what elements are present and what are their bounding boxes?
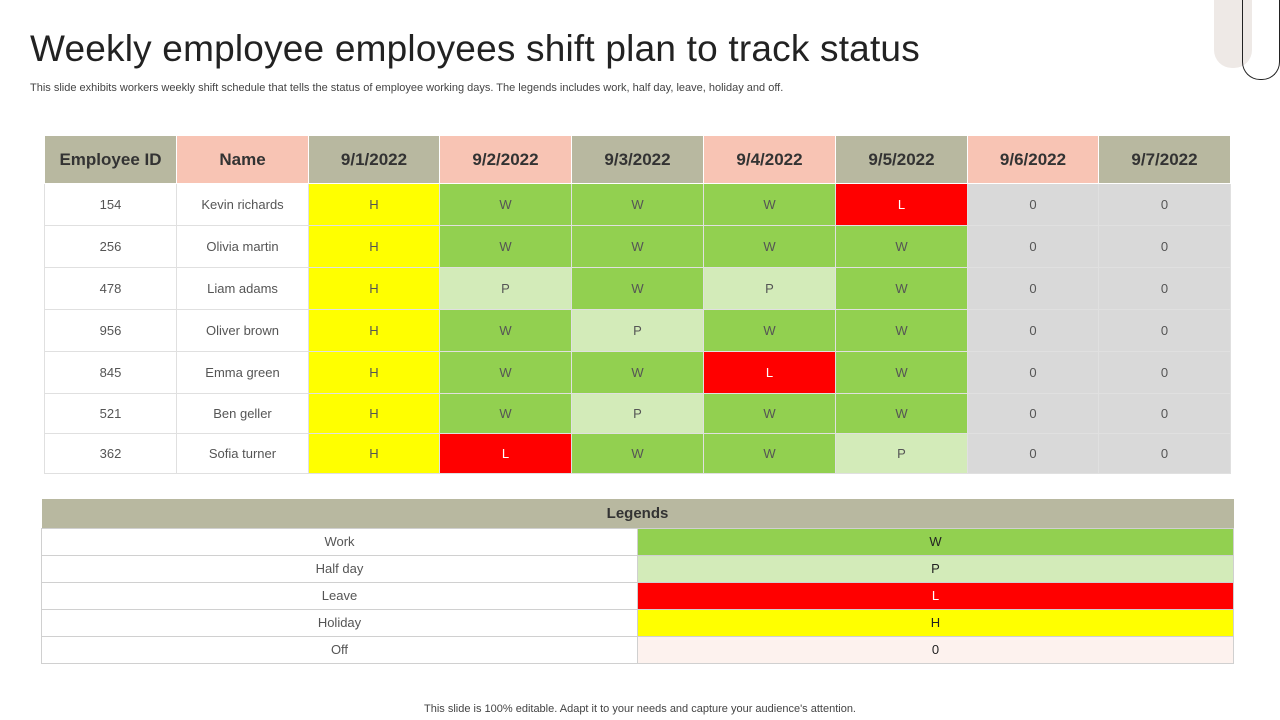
- shift-status-cell: W: [572, 226, 704, 268]
- employee-name-cell: Olivia martin: [177, 226, 309, 268]
- shift-status-cell: W: [440, 352, 572, 394]
- table-row: [45, 352, 1231, 394]
- shift-status-cell: W: [572, 268, 704, 310]
- employee-id-cell: 845: [45, 352, 177, 394]
- shift-status-cell: H: [309, 268, 440, 310]
- header-date: 9/7/2022: [1099, 136, 1231, 184]
- shift-status-cell: 0: [1099, 226, 1231, 268]
- shift-status-cell: P: [704, 268, 836, 310]
- table-row: [45, 394, 1231, 434]
- shift-status-cell: 0: [968, 310, 1099, 352]
- header-employee-id: Employee ID: [45, 136, 177, 184]
- shift-status-cell: H: [309, 184, 440, 226]
- shift-status-cell: 0: [968, 352, 1099, 394]
- shift-status-cell: H: [309, 310, 440, 352]
- legend-symbol: 0: [638, 636, 1234, 663]
- table-row: [45, 226, 1231, 268]
- shift-status-cell: H: [309, 434, 440, 474]
- legend-symbol: H: [638, 609, 1234, 636]
- shift-status-cell: 0: [968, 268, 1099, 310]
- employee-id-cell: 154: [45, 184, 177, 226]
- legend-row: [42, 609, 1234, 636]
- shift-status-cell: W: [572, 352, 704, 394]
- shift-status-cell: W: [836, 268, 968, 310]
- shift-status-cell: L: [704, 352, 836, 394]
- employee-id-cell: 256: [45, 226, 177, 268]
- shift-status-cell: P: [572, 310, 704, 352]
- slide-footer: This slide is 100% editable. Adapt it to your needs and capture your audience's attention.: [424, 703, 856, 715]
- shift-status-cell: H: [309, 352, 440, 394]
- legend-row: [42, 528, 1234, 555]
- header-name: Name: [177, 136, 309, 184]
- legend-row: [42, 555, 1234, 582]
- header-date: 9/6/2022: [968, 136, 1099, 184]
- shift-status-cell: 0: [1099, 310, 1231, 352]
- legend-label: Half day: [42, 555, 638, 582]
- table-row: [45, 310, 1231, 352]
- employee-name-cell: Kevin richards: [177, 184, 309, 226]
- shift-status-cell: 0: [1099, 184, 1231, 226]
- table-row: [45, 434, 1231, 474]
- legend-label: Holiday: [42, 609, 638, 636]
- table-header-row: [45, 136, 1231, 184]
- employee-id-cell: 478: [45, 268, 177, 310]
- legend-label: Work: [42, 528, 638, 555]
- header-date: 9/4/2022: [704, 136, 836, 184]
- shift-status-cell: 0: [1099, 352, 1231, 394]
- legend-label: Leave: [42, 582, 638, 609]
- shift-status-cell: H: [309, 226, 440, 268]
- header-date: 9/5/2022: [836, 136, 968, 184]
- shift-status-cell: W: [836, 310, 968, 352]
- shift-status-cell: P: [836, 434, 968, 474]
- shift-status-cell: W: [572, 184, 704, 226]
- shift-status-cell: W: [836, 226, 968, 268]
- shift-status-cell: 0: [968, 226, 1099, 268]
- shift-status-cell: W: [704, 226, 836, 268]
- employee-name-cell: Emma green: [177, 352, 309, 394]
- legend-row: [42, 636, 1234, 663]
- slide-title: Weekly employee employees shift plan to track status: [30, 28, 920, 69]
- employee-id-cell: 362: [45, 434, 177, 474]
- shift-status-cell: L: [836, 184, 968, 226]
- shift-status-cell: L: [440, 434, 572, 474]
- shift-status-cell: W: [704, 310, 836, 352]
- table-row: [45, 268, 1231, 310]
- legend-symbol: L: [638, 582, 1234, 609]
- shift-status-cell: W: [440, 394, 572, 434]
- shift-status-cell: 0: [968, 394, 1099, 434]
- employee-name-cell: Sofia turner: [177, 434, 309, 474]
- legend-symbol: W: [638, 528, 1234, 555]
- legends-table: [41, 499, 1234, 664]
- shift-status-cell: W: [704, 434, 836, 474]
- shift-status-cell: W: [440, 226, 572, 268]
- shift-schedule-table: [44, 135, 1231, 474]
- shift-status-cell: W: [440, 310, 572, 352]
- employee-id-cell: 521: [45, 394, 177, 434]
- shift-status-cell: W: [704, 184, 836, 226]
- shift-status-cell: 0: [1099, 268, 1231, 310]
- table-row: [45, 184, 1231, 226]
- shift-status-cell: W: [836, 352, 968, 394]
- shift-status-cell: 0: [1099, 394, 1231, 434]
- shift-status-cell: W: [704, 394, 836, 434]
- shift-status-cell: H: [309, 394, 440, 434]
- slide-subtitle: This slide exhibits workers weekly shift schedule that tells the status of employee working days. The legends includes work, half day, leave, holiday and off.: [30, 82, 784, 94]
- shift-status-cell: W: [836, 394, 968, 434]
- shift-status-cell: P: [440, 268, 572, 310]
- shift-status-cell: 0: [968, 434, 1099, 474]
- legend-row: [42, 582, 1234, 609]
- shift-status-cell: 0: [1099, 434, 1231, 474]
- shift-status-cell: 0: [968, 184, 1099, 226]
- legend-symbol: P: [638, 555, 1234, 582]
- employee-id-cell: 956: [45, 310, 177, 352]
- employee-name-cell: Oliver brown: [177, 310, 309, 352]
- decorative-tab-outline: [1242, 0, 1280, 80]
- employee-name-cell: Ben geller: [177, 394, 309, 434]
- header-date: 9/2/2022: [440, 136, 572, 184]
- shift-status-cell: P: [572, 394, 704, 434]
- shift-status-cell: W: [440, 184, 572, 226]
- shift-status-cell: W: [572, 434, 704, 474]
- header-date: 9/3/2022: [572, 136, 704, 184]
- header-date: 9/1/2022: [309, 136, 440, 184]
- employee-name-cell: Liam adams: [177, 268, 309, 310]
- legend-label: Off: [42, 636, 638, 663]
- legends-title: Legends: [42, 499, 1234, 528]
